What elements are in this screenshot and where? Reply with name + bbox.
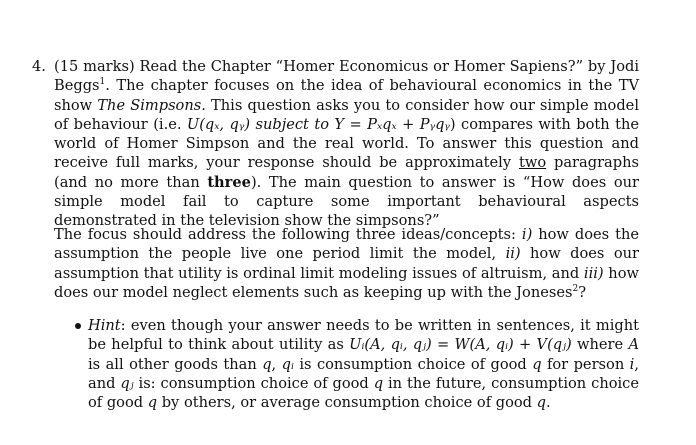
math-symbol: qᵢ — [281, 355, 294, 373]
hint-text: is: consumption choice of good — [133, 374, 374, 392]
hint-text: where — [571, 336, 629, 354]
hint-text: in the future, consumption choice of good — [88, 374, 639, 412]
focus-text: how does our assumption that utility is ordinal limit modeling issues of altruism, and — [54, 245, 640, 282]
question-text: paragraphs (and no more than — [54, 154, 639, 191]
question-4 — [32, 57, 639, 231]
footnote-ref-1: 1 — [99, 77, 106, 88]
hint-item — [88, 316, 639, 412]
math-symbol: q — [532, 355, 542, 373]
hint-text: for person — [541, 355, 630, 373]
math-symbol: i — [629, 355, 635, 373]
show-title: The Simpsons. — [97, 96, 206, 114]
focus-text: ? — [578, 283, 587, 301]
hint-text: is all other goods than — [88, 355, 263, 373]
question-marks: (15 marks) — [54, 58, 135, 75]
math-symbol: q — [147, 394, 158, 412]
hint-text: , — [271, 355, 282, 373]
utility-formula: Uᵢ(A, qᵢ, qⱼ) = W(A, qᵢ) + V(qⱼ) — [349, 336, 572, 354]
question-number: 4. — [32, 58, 46, 75]
focus-text: how does our model neglect elements such as keeping up with the Joneses — [54, 264, 639, 301]
hint-text: by others, or average consumption choice of good — [157, 394, 537, 412]
question-text: . The chapter focuses on the idea of behavioural economics in the TV show — [54, 77, 639, 114]
hint-text: is consumption choice of good — [293, 355, 533, 373]
footnote-ref-2: 2 — [572, 284, 579, 295]
focus-text: The focus should address the following three ideas/concepts: — [54, 226, 522, 243]
focus-text: how does the assumption the people live one period limit the model, — [54, 226, 639, 263]
item-marker-ii: ii) — [505, 245, 521, 263]
hint-text: , and — [88, 355, 639, 392]
item-marker-i: i) — [521, 226, 533, 243]
question-intro: Read the Chapter “Homer Economicus or Homer Sapiens?” by Jodi Beggs — [54, 58, 639, 95]
hint-text: : even though your answer needs to be written in sentences, it might be helpful to think about utility as — [88, 317, 639, 354]
emphasis-three: three — [207, 173, 251, 191]
item-marker-iii: iii) — [583, 264, 604, 282]
question-text: This question asks you to consider how our simple model of behaviour (i.e. — [54, 96, 639, 133]
bullet-icon — [75, 323, 81, 329]
hint-label: Hint — [88, 317, 121, 334]
math-symbol: A — [628, 336, 639, 354]
math-symbol: q — [536, 394, 546, 412]
focus-paragraph — [54, 225, 639, 302]
question-text: ). The main question to answer is “How does our simple model fail to capture some important behavioural aspects demonstrated in the television show the simpsons?” — [54, 173, 639, 230]
math-symbol: q — [373, 374, 384, 392]
math-symbol: qⱼ — [120, 374, 134, 392]
emphasis-two: two — [518, 154, 547, 172]
math-symbol: q — [262, 355, 272, 373]
question-text: ) compares with both the world of Homer Simpson and the real world. To answer this question and receive full marks, your response should be approximately — [54, 115, 639, 172]
hint-text: . — [545, 394, 551, 412]
model-formula: U(qₓ, qᵧ) subject to Y = Pₓqₓ + Pᵧqᵧ — [186, 115, 450, 133]
